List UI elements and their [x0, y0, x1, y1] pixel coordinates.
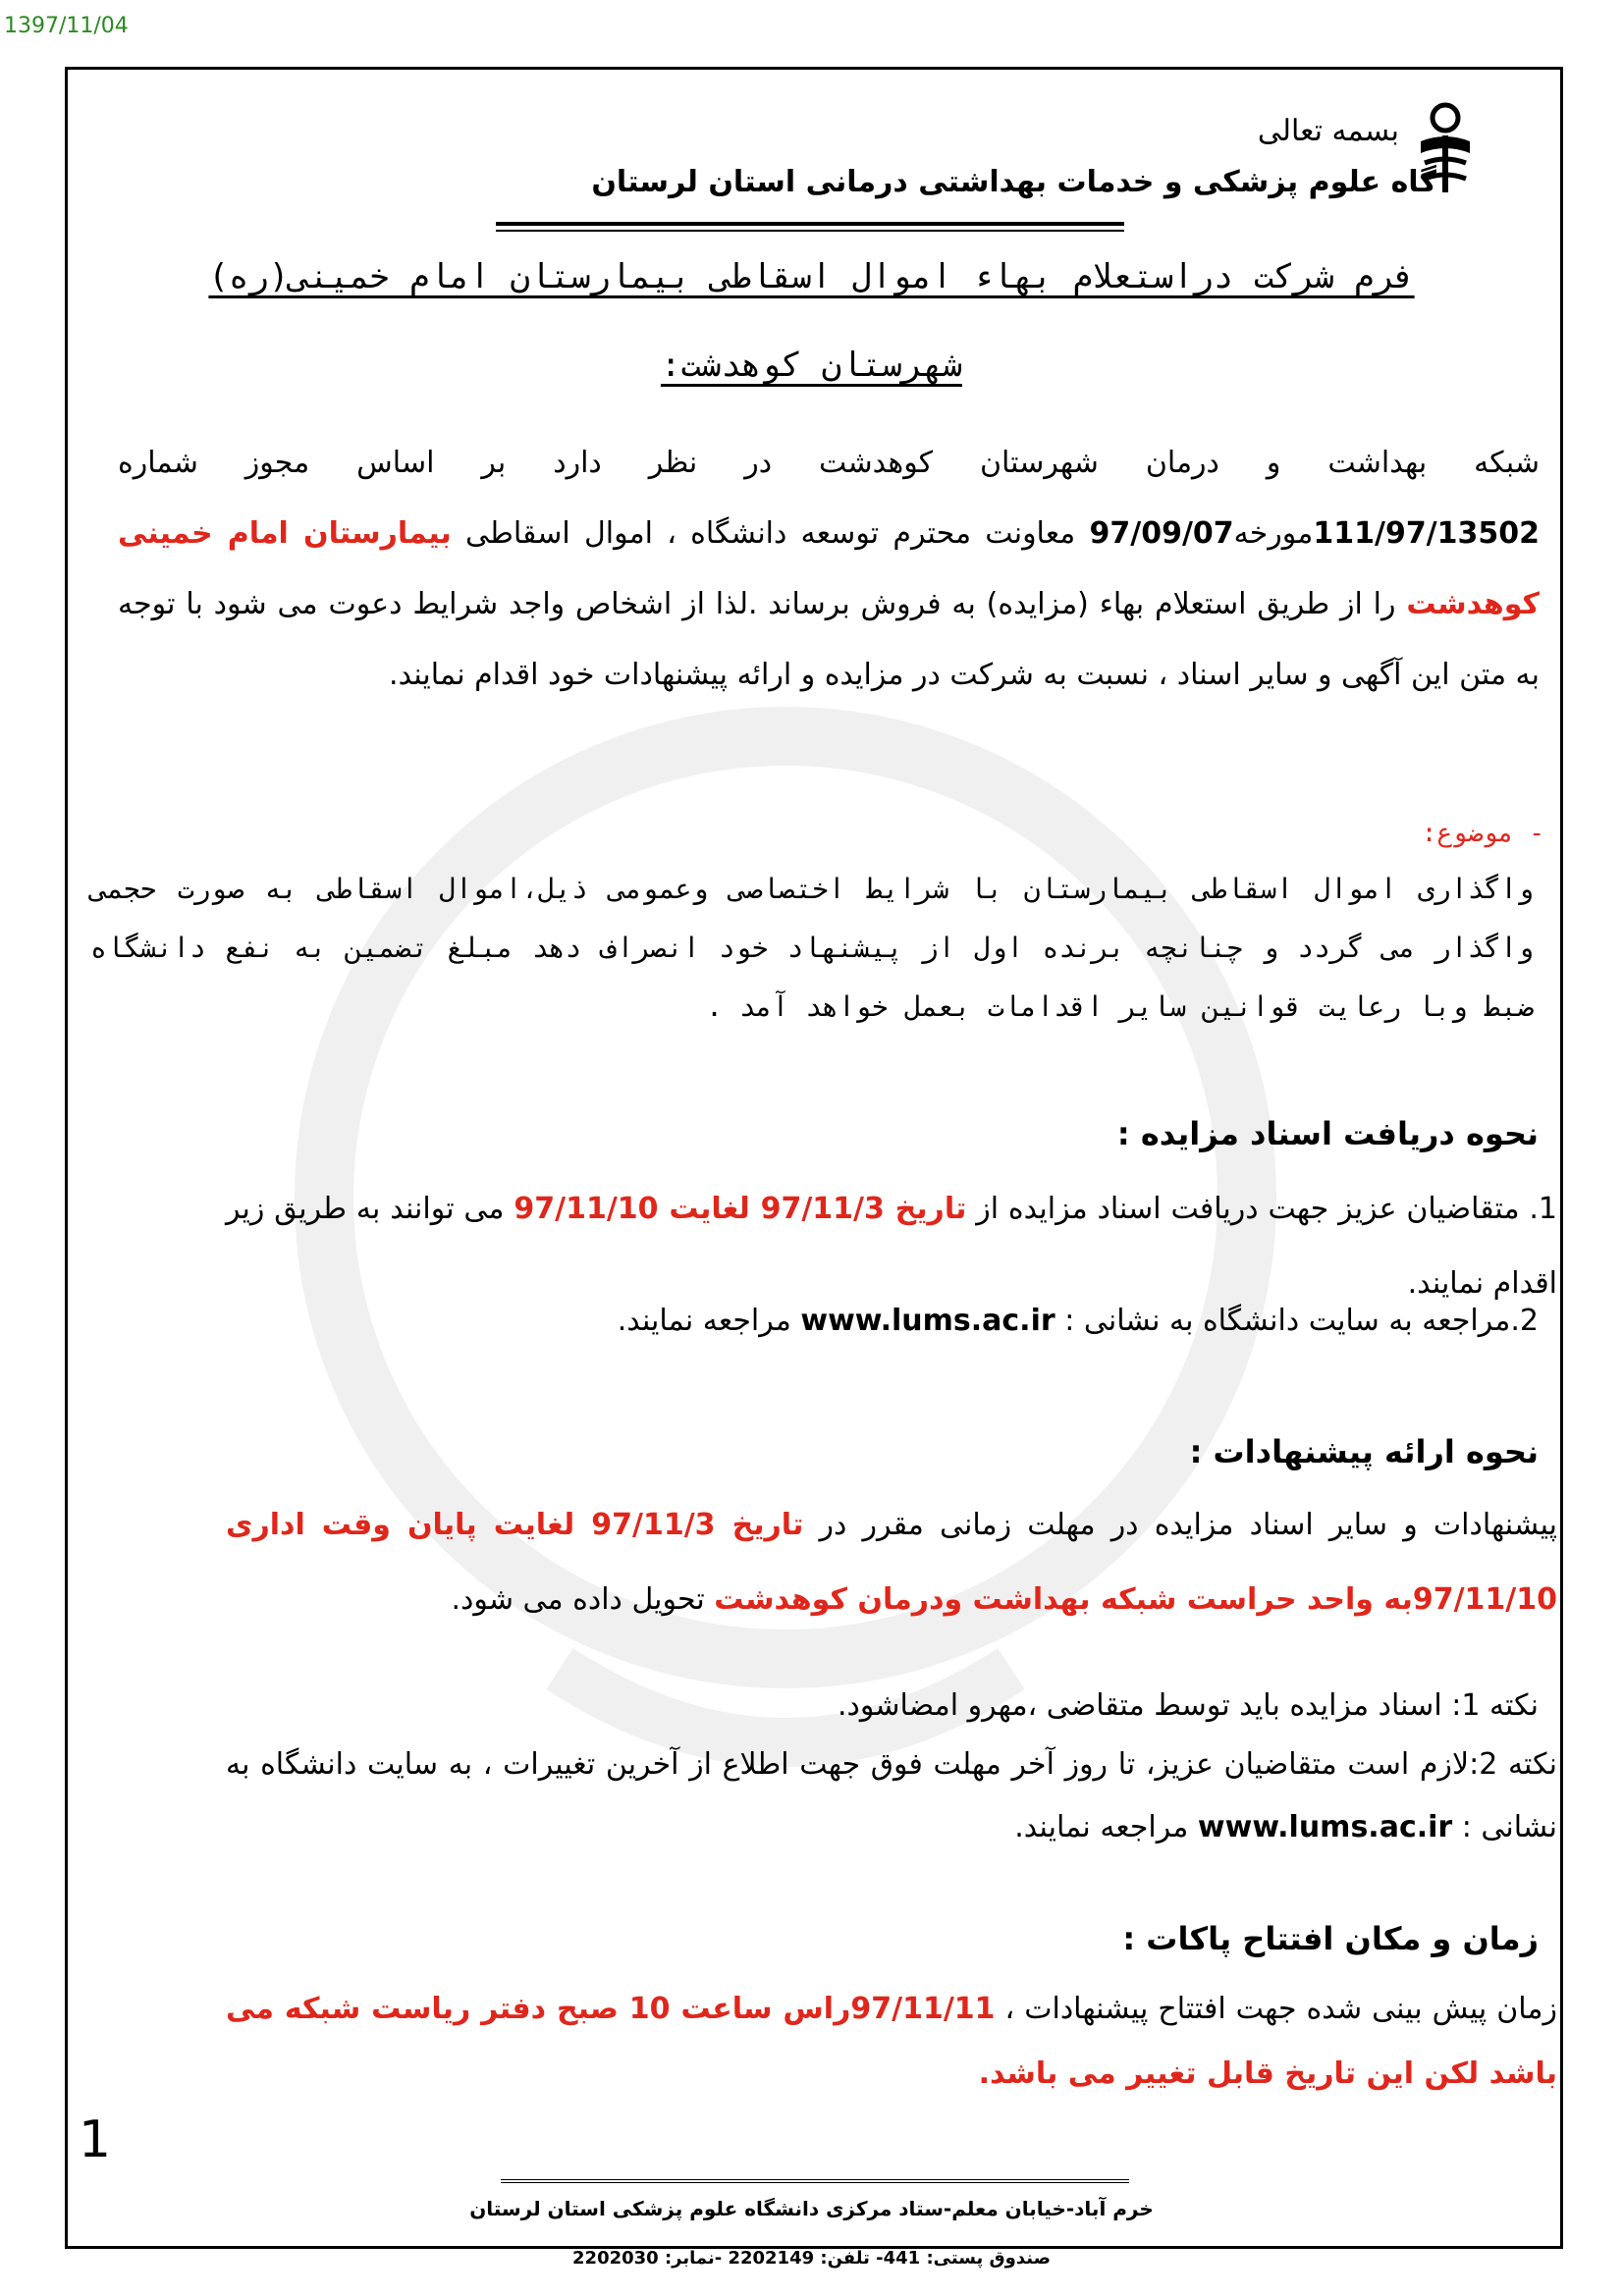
opening-text: زمان پیش بینی شده جهت افتتاح پیشنهادات ، 97/11/11راس ساعت 10 صبح دفتر ریاست شبکه می باشد لکن این تاریخ قابل تغییر می باشد.: [226, 1992, 1557, 2091]
proposals-text: پیشنهادات و سایر اسناد مزایده در مهلت زمانی مقرر در تاریخ 97/11/3 لغایت پایان وقت اداری 97/11/10به واحد حراست شبکه بهداشت ودرمان کوهدشت تحویل داده می شود.: [226, 1508, 1558, 1617]
documents-item-1: 1. متقاضیان عزیز جهت دریافت اسناد مزایده از تاریخ 97/11/3 لغایت 97/11/10 می توانند به طریق زیر اقدام نمایند.: [226, 1192, 1558, 1301]
footer-address: خرم آباد-خیابان معلم-ستاد مرکزی دانشگاه علوم پزشکی استان لرستان: [469, 2197, 1154, 2220]
documents-heading: نحوه دریافت اسناد مزایده :: [1116, 1115, 1539, 1152]
opening-heading: زمان و مکان افتتاح پاکات :: [1122, 1920, 1539, 1957]
bismillah: بسمه تعالی: [1257, 114, 1399, 148]
header-divider: [496, 222, 1124, 226]
form-subtitle: شهرستان کوهدشت:: [660, 346, 963, 385]
documents-item-2: 2.مراجعه به سایت دانشگاه به نشانی : www.lums.ac.ir مراجعه نمایند.: [617, 1304, 1539, 1338]
header-divider-thin: [496, 230, 1124, 232]
form-title: فرم شرکت دراستعلام بهاء اموال اسقاطی بیمارستان امام خمینی(ره): [208, 257, 1415, 296]
note-1: نکته 1: اسناد مزایده باید توسط متقاضی ،مهرو امضاشود.: [837, 1688, 1539, 1723]
date-stamp: 1397/11/04: [4, 14, 129, 38]
footer-divider: [501, 2179, 1129, 2183]
website-link-2[interactable]: www.lums.ac.ir: [1197, 1810, 1453, 1844]
website-link[interactable]: www.lums.ac.ir: [800, 1304, 1055, 1338]
intro-paragraph: شبکه بهداشت و درمان شهرستان کوهدشت در نظر دارد بر اساس مجوز شماره 111/97/13502مورخه97/09/07 معاونت محترم توسعه دانشگاه ، اموال اسقاطی بیمارستان امام خمینی کوهدشت را از طریق استعلام بهاء (مزایده) به فروش برساند .لذا از اشخاص واجد شرایط دعوت می شود با توجه به متن این آگهی و سایر اسناد ، نسبت به شرکت در مزایده و ارائه پیشنهادات خود اقدام نمایند.: [118, 446, 1541, 692]
university-name: گاه علوم پزشکی و خدمات بهداشتی درمانی استان لرستان: [591, 165, 1436, 199]
proposals-heading: نحوه ارائه پیشنهادات :: [1189, 1433, 1539, 1470]
subject-text: واگذاری اموال اسقاطی بیمارستان با شرایط اختصاصی وعمومی ذیل،اموال اسقاطی به صورت حجمی واگذار می گردد و چنانچه برنده اول از پیشنهاد خود انصراف دهد مبلغ تضمین به نفع دانشگاه ضبط وبا رعایت قوانین سایر اقدامات بعمل خواهد آمد .: [90, 873, 1534, 1023]
subject-label: - موضوع:: [1421, 819, 1544, 848]
footer-contact: صندوق پستی: 441- تلفن: 2202149 -نمابر: 2202030: [572, 2248, 1051, 2269]
page-number: 1: [79, 2110, 112, 2169]
note-2: نکته 2:لازم است متقاضیان عزیز، تا روز آخر مهلت فوق جهت اطلاع از آخرین تغییرات ، به سایت دانشگاه به نشانی : www.lums.ac.ir مراجعه نمایند.: [226, 1747, 1558, 1844]
